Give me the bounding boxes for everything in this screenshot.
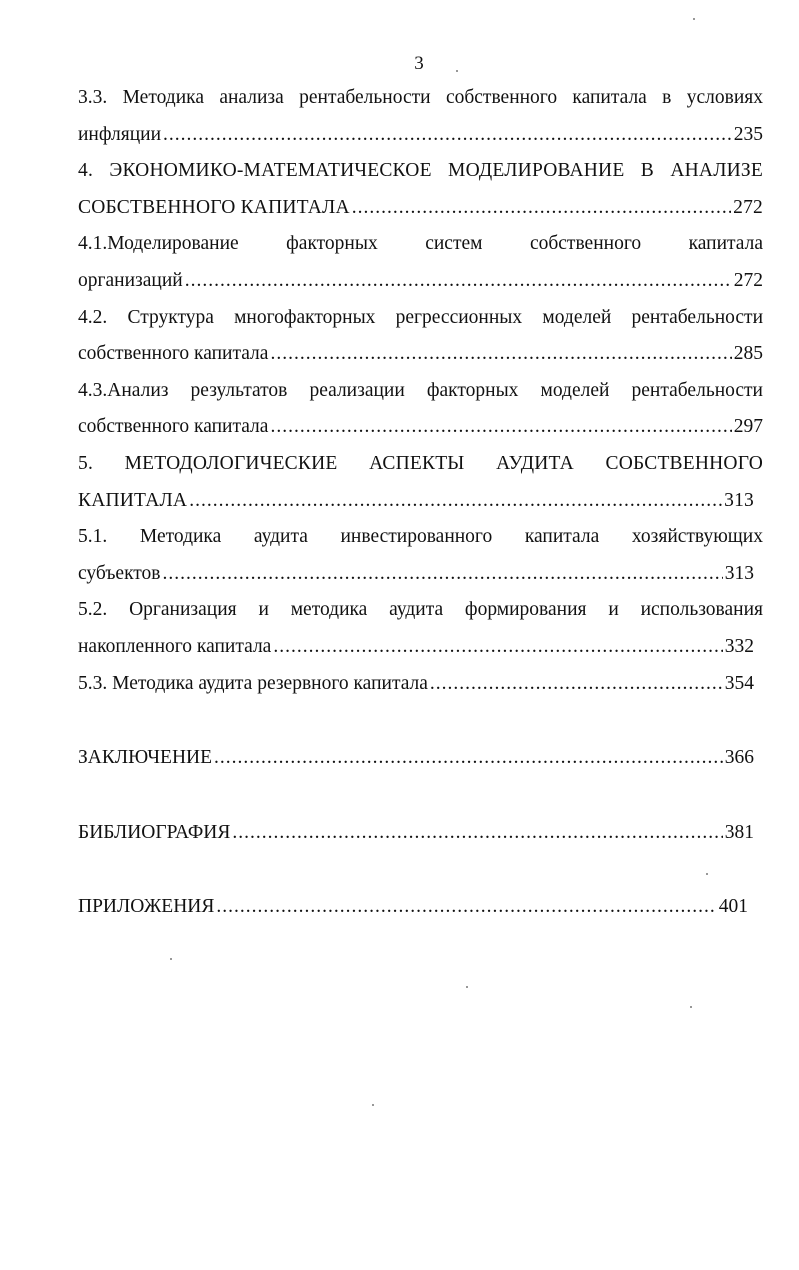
scan-speck (456, 70, 458, 72)
dot-leader (189, 483, 722, 520)
toc-entry-bibliography (78, 815, 763, 852)
toc-entry-title: накопленного капитала (78, 635, 272, 657)
toc-entry-4-2 (78, 300, 763, 373)
scan-speck (466, 986, 468, 988)
toc-page-number: 313 (724, 489, 754, 511)
toc-entry-4-1 (78, 226, 763, 299)
toc-entry-5-1 (78, 519, 763, 592)
dot-leader (352, 190, 731, 227)
scan-speck (693, 18, 695, 20)
toc-entry-title: инфляции (78, 123, 162, 145)
toc-entry-title: КАПИТАЛА (78, 489, 188, 511)
toc-entry-5-3 (78, 666, 763, 703)
dot-leader (163, 117, 732, 154)
toc-entry-title: СОБСТВЕННОГО КАПИТАЛА (78, 196, 350, 218)
toc-entry-heading: 5.2. Организация и методика аудита формирования и использования (78, 599, 763, 621)
section-spacer (78, 851, 763, 889)
toc-page-number: 313 (724, 562, 754, 584)
toc-page-number: 272 (733, 269, 763, 291)
toc-entry-line (78, 409, 763, 446)
dot-leader (273, 629, 722, 666)
toc-entry-heading: 5. МЕТОДОЛОГИЧЕСКИЕ АСПЕКТЫ АУДИТА СОБСТВЕННОГО (78, 452, 763, 474)
toc-entry-title: субъектов (78, 562, 161, 584)
toc-entry-title: организаций (78, 269, 183, 291)
toc-entry-5-2 (78, 592, 763, 665)
toc-entry-4 (78, 153, 763, 226)
toc-entry-line (78, 740, 754, 777)
dot-leader (270, 409, 731, 446)
toc-page-number: 272 (733, 196, 763, 218)
toc-entry-heading: 4.3.Анализ результатов реализации факторных моделей рентабельности (78, 379, 763, 401)
toc-page-number: 366 (724, 747, 754, 769)
dot-leader (232, 815, 722, 852)
toc-entry-title: 5.3. Методика аудита резервного капитала (78, 672, 428, 694)
toc-page-number: 297 (733, 416, 763, 438)
toc-entry-line (78, 190, 763, 227)
toc-entry-line (78, 666, 754, 703)
toc-entry-heading: 4.2. Структура многофакторных регрессионных моделей рентабельности (78, 306, 763, 328)
toc-entry-appendices (78, 889, 763, 926)
dot-leader (270, 336, 731, 373)
toc-entry-heading: 5.1. Методика аудита инвестированного капитала хозяйствующих (78, 526, 763, 548)
toc-entry-line (78, 336, 763, 373)
toc-entry-title: ПРИЛОЖЕНИЯ (78, 896, 215, 918)
dot-leader (185, 263, 732, 300)
scan-speck (372, 1104, 374, 1106)
toc-entry-heading: 4.1.Моделирование факторных систем собственного капитала (78, 233, 763, 255)
toc-entry-4-3 (78, 373, 763, 446)
toc-entry-title: ЗАКЛЮЧЕНИЕ (78, 747, 213, 769)
toc-entry-line (78, 483, 754, 520)
toc-page-number: 332 (724, 635, 754, 657)
scan-speck (690, 1006, 692, 1008)
dot-leader (214, 740, 723, 777)
dot-leader (216, 889, 716, 926)
toc-entry-line (78, 263, 763, 300)
toc-entry-title: собственного капитала (78, 416, 269, 438)
table-of-contents (78, 80, 763, 926)
section-spacer (78, 702, 763, 740)
toc-entry-line (78, 556, 754, 593)
toc-entry-line (78, 815, 754, 852)
dot-leader (430, 666, 723, 703)
toc-entry-title: БИБЛИОГРАФИЯ (78, 821, 231, 843)
toc-entry-3-3 (78, 80, 763, 153)
toc-entry-5 (78, 446, 763, 519)
toc-entry-heading: 3.3. Методика анализа рентабельности собственного капитала в условиях (78, 87, 763, 108)
toc-entry-conclusion (78, 740, 763, 777)
toc-page-number: 401 (718, 896, 748, 918)
page-number: 3 (414, 53, 424, 74)
toc-entry-title: собственного капитала (78, 343, 269, 365)
toc-entry-line (78, 629, 754, 666)
toc-page-number: 354 (724, 672, 754, 694)
toc-page-number: 235 (733, 123, 763, 145)
toc-page-number: 285 (733, 343, 763, 365)
scan-speck (170, 958, 172, 960)
toc-page-number: 381 (724, 821, 754, 843)
toc-entry-heading: 4. ЭКОНОМИКО-МАТЕМАТИЧЕСКОЕ МОДЕЛИРОВАНИЕ В АНАЛИЗЕ (78, 160, 763, 182)
scan-speck (706, 873, 708, 875)
toc-entry-line (78, 117, 763, 154)
section-spacer (78, 777, 763, 815)
dot-leader (163, 556, 723, 593)
toc-entry-line (78, 889, 748, 926)
